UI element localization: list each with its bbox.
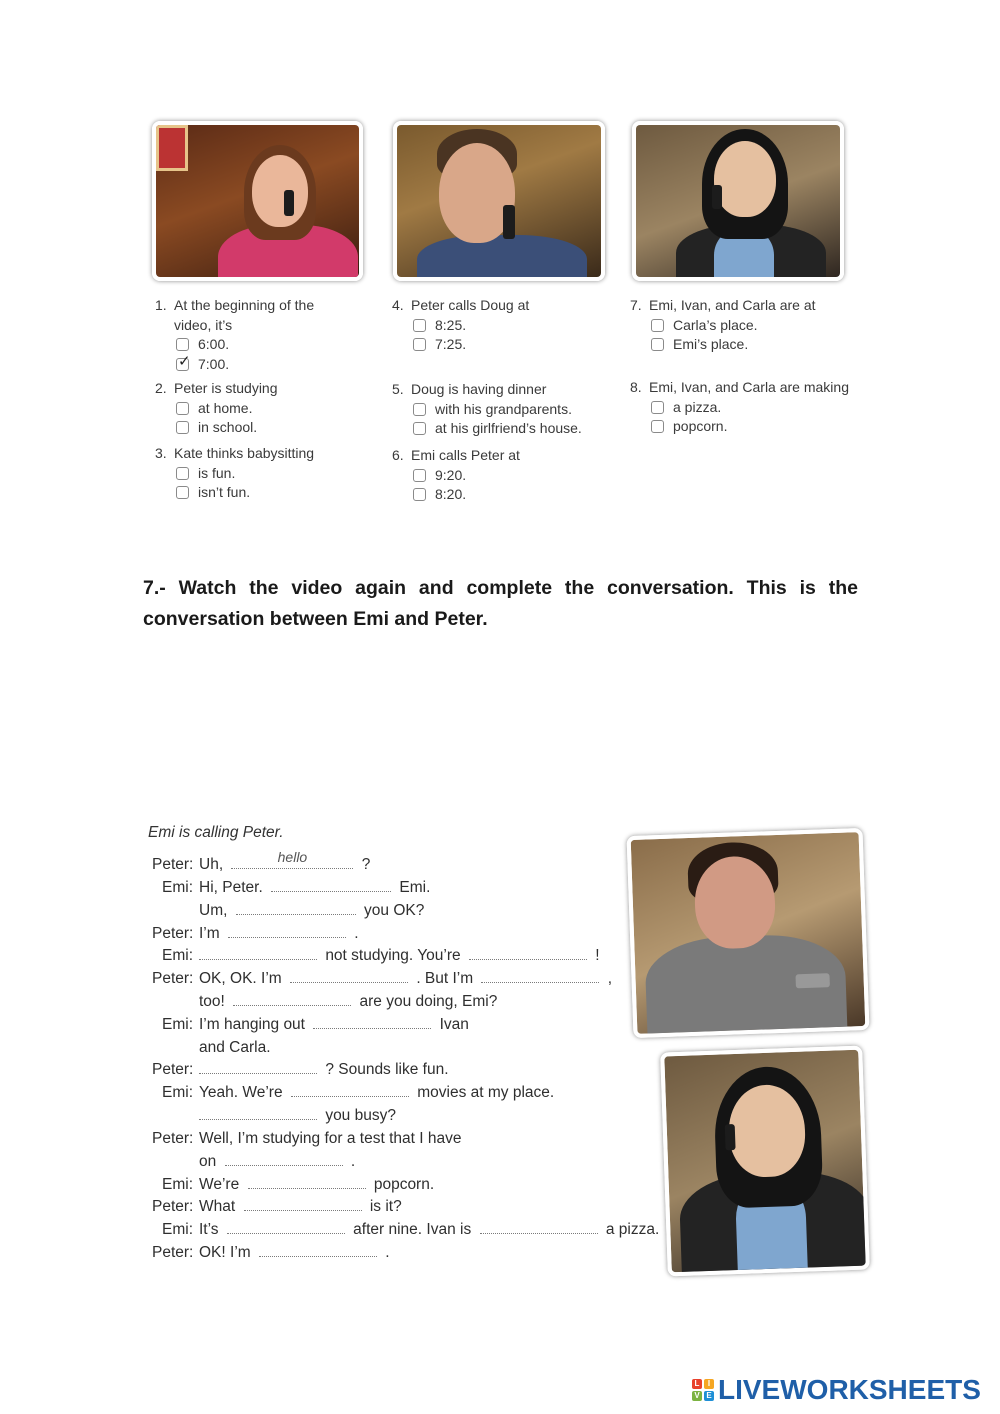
question-stem: Peter is studying [174, 380, 278, 396]
filled-answer: hello [277, 849, 308, 865]
answer-blank-4[interactable] [228, 924, 346, 938]
option-label: a pizza. [673, 398, 722, 415]
checkbox[interactable] [176, 338, 189, 351]
question-number: 3. [155, 445, 167, 461]
checkbox[interactable] [413, 338, 426, 351]
answer-blank-8[interactable] [481, 969, 599, 983]
checkbox[interactable] [176, 402, 189, 415]
photo-kate-on-phone [152, 121, 363, 281]
question-number: 4. [392, 297, 404, 313]
photo-emi-calling [660, 1046, 870, 1277]
line-emi-1b: Um, you OK? [199, 902, 425, 919]
question-stem: Emi, Ivan, and Carla are at [649, 297, 816, 313]
question-3 [155, 444, 314, 503]
option-row[interactable] [176, 464, 314, 484]
speaker-peter: Peter: [152, 1061, 194, 1078]
question-stem: Doug is having dinner [411, 381, 547, 397]
checkbox[interactable] [413, 403, 426, 416]
line-emi-2: Emi: not studying. You’re ! [162, 947, 600, 964]
speaker-emi: Emi: [162, 879, 193, 896]
line-peter-2: Peter: I’m . [152, 925, 359, 942]
checkbox[interactable] [176, 486, 189, 499]
line-peter-7: Peter: OK! I’m . [152, 1244, 390, 1261]
line-emi-3b: and Carla. [199, 1039, 271, 1056]
option-label: in school. [198, 419, 258, 435]
speaker-peter: Peter: [152, 1244, 194, 1261]
answer-blank-1[interactable] [231, 849, 353, 869]
answer-blank-6[interactable] [469, 946, 587, 960]
checkbox-checked[interactable] [176, 352, 191, 371]
option-label: Emi’s place. [673, 336, 749, 352]
option-label: at home. [198, 399, 253, 416]
question-number: 8. [630, 379, 642, 395]
question-number: 2. [155, 380, 167, 396]
answer-blank-2[interactable] [271, 878, 391, 892]
speaker-peter: Peter: [152, 925, 194, 942]
line-emi-6: Emi: It’s after nine. Ivan is a pizza. [162, 1221, 660, 1238]
option-row[interactable] [651, 316, 816, 336]
option-row[interactable] [176, 399, 278, 419]
speaker-peter: Peter: [152, 856, 194, 873]
speaker-peter: Peter: [152, 1130, 194, 1147]
option-row[interactable] [176, 335, 314, 355]
option-row[interactable] [651, 398, 849, 418]
checkbox[interactable] [651, 338, 664, 351]
line-peter-3b: too! are you doing, Emi? [199, 993, 498, 1010]
speaker-emi: Emi: [162, 1016, 193, 1033]
question-2 [155, 379, 278, 438]
option-label: at his girlfriend’s house. [435, 420, 582, 436]
speaker-emi: Emi: [162, 1176, 193, 1193]
answer-blank-16[interactable] [244, 1197, 362, 1211]
speaker-emi: Emi: [162, 947, 193, 964]
option-label: isn’t fun. [198, 484, 251, 500]
line-emi-4: Emi: Yeah. We’re movies at my place. [162, 1084, 555, 1101]
logo-mark-icon [692, 1379, 714, 1401]
option-row[interactable] [413, 419, 582, 439]
option-row[interactable] [413, 466, 520, 486]
option-label: Carla’s place. [673, 316, 758, 333]
speaker-emi: Emi: [162, 1084, 193, 1101]
answer-blank-15[interactable] [248, 1175, 366, 1189]
checkbox[interactable] [413, 488, 426, 501]
logo-mark-letter: E [704, 1391, 714, 1401]
checkbox[interactable] [176, 421, 189, 434]
check-icon: ✓ [178, 352, 191, 370]
option-label: 8:25. [435, 316, 467, 333]
logo-mark-letter: L [692, 1379, 702, 1389]
checkbox[interactable] [413, 469, 426, 482]
question-stem: Emi, Ivan, and Carla are making [649, 379, 849, 395]
checkbox[interactable] [651, 401, 664, 414]
answer-blank-19[interactable] [259, 1243, 377, 1257]
option-row[interactable] [176, 483, 314, 503]
answer-blank-12[interactable] [291, 1083, 409, 1097]
answer-blank-14[interactable] [225, 1152, 343, 1166]
line-peter-6: Peter: What is it? [152, 1198, 402, 1215]
speaker-peter: Peter: [152, 1198, 194, 1215]
option-label: 7:25. [435, 336, 467, 352]
question-1 [155, 296, 314, 374]
question-stem: video, it’s [174, 316, 233, 333]
option-row[interactable] [176, 418, 278, 438]
line-emi-4b: you busy? [199, 1106, 396, 1126]
answer-blank-7[interactable] [290, 969, 408, 983]
answer-blank-5[interactable] [199, 946, 317, 960]
checkbox[interactable] [413, 422, 426, 435]
option-label: 7:00. [198, 355, 230, 372]
line-emi-3: Emi: I’m hanging out Ivan [162, 1016, 469, 1033]
option-label: 8:20. [435, 486, 467, 502]
answer-blank-13[interactable] [199, 1106, 317, 1120]
line-emi-1: Emi: Hi, Peter. Emi. [162, 879, 431, 896]
answer-blank-11[interactable] [199, 1060, 317, 1074]
question-number: 1. [155, 297, 167, 313]
question-stem: Kate thinks babysitting [174, 445, 315, 461]
question-5 [392, 380, 582, 439]
option-label: 9:20. [435, 466, 467, 483]
answer-blank-3[interactable] [236, 901, 356, 915]
option-row[interactable] [413, 335, 529, 355]
question-number: 5. [392, 381, 404, 397]
answer-blank-10[interactable] [313, 1015, 431, 1029]
option-row[interactable] [413, 485, 520, 505]
photo-emi-on-phone [632, 121, 844, 281]
answer-blank-17[interactable] [227, 1220, 345, 1234]
option-label: with his grandparents. [435, 400, 572, 417]
exercise-instruction: 7.- Watch the video again and complete the conversation. This is the conversation between Emi and Peter. [143, 577, 858, 630]
question-7 [630, 296, 816, 355]
line-peter-4: Peter: ? Sounds like fun. [152, 1061, 449, 1078]
answer-blank-18[interactable] [480, 1220, 598, 1234]
line-emi-5: Emi: We’re popcorn. [162, 1176, 435, 1193]
option-row[interactable] [413, 316, 529, 336]
photo-peter-with-phone [627, 828, 870, 1038]
speaker-peter: Peter: [152, 970, 194, 987]
question-stem: Emi calls Peter at [411, 447, 520, 463]
conversation-title: Emi is calling Peter. [148, 824, 284, 841]
option-row[interactable] [651, 417, 849, 437]
question-number: 6. [392, 447, 404, 463]
line-peter-1: Peter: Uh, hello ? [152, 849, 371, 873]
checkbox[interactable] [651, 420, 664, 433]
question-number: 7. [630, 297, 642, 313]
line-peter-5: Peter: Well, I’m studying for a test that I have [152, 1130, 462, 1147]
logo-mark-letter: V [692, 1391, 702, 1401]
option-label: is fun. [198, 464, 236, 481]
logo-text: LIVEWORKSHEETS [718, 1374, 981, 1405]
question-stem: Peter calls Doug at [411, 297, 530, 313]
logo-mark-letter: I [704, 1379, 714, 1389]
option-label: 6:00. [198, 336, 230, 352]
question-stem: At the beginning of the [174, 297, 315, 313]
option-row[interactable] [176, 352, 314, 375]
liveworksheets-logo [692, 1373, 981, 1407]
photo-doug-on-phone [393, 121, 605, 281]
line-peter-3: Peter: OK, OK. I’m . But I’m , [152, 970, 613, 987]
question-6 [392, 446, 520, 505]
line-peter-5b: on . [199, 1153, 356, 1170]
option-label: popcorn. [673, 418, 728, 434]
question-4 [392, 296, 529, 355]
checkbox[interactable] [176, 467, 189, 480]
option-row[interactable] [413, 400, 582, 420]
option-row[interactable] [651, 335, 816, 355]
speaker-emi: Emi: [162, 1221, 193, 1238]
question-8 [630, 378, 849, 437]
checkbox[interactable] [651, 319, 664, 332]
answer-blank-9[interactable] [233, 992, 351, 1006]
checkbox[interactable] [413, 319, 426, 332]
